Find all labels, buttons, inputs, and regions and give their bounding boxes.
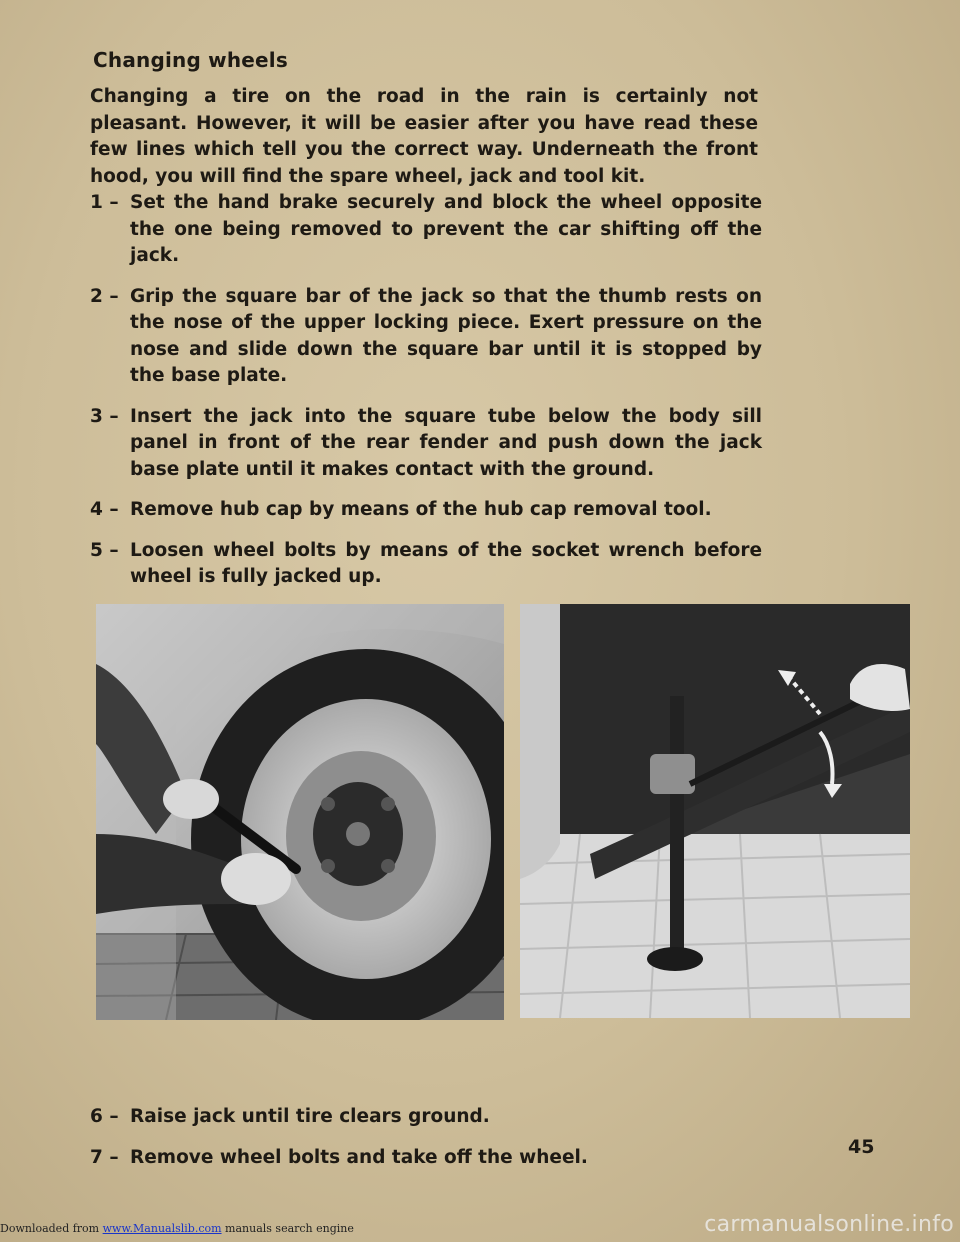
intro-paragraph: Changing a tire on the road in the rain is certainly not pleasant. However, it will be easier after you have read these few lines which tell you the correct way. Underneath the front hood, you will find the spare wheel, jack and tool kit.: [90, 86, 758, 187]
watermark: carmanualsonline.info: [704, 1212, 954, 1237]
list-item: [90, 1145, 790, 1172]
steps-list: [90, 190, 762, 605]
step-text: Remove hub cap by means of the hub cap removal tool.: [130, 499, 712, 520]
step-number: 6 –: [90, 1106, 119, 1127]
step-text: Set the hand brake securely and block the wheel opposite the one being removed to prevent the car shifting off the jack.: [130, 192, 762, 266]
list-item: [90, 497, 762, 524]
list-item: [90, 404, 762, 484]
list-item: [90, 284, 762, 390]
download-footer: [0, 1222, 354, 1235]
step-number: 7 –: [90, 1146, 119, 1168]
step-text: Remove wheel bolts and take off the wheel.: [130, 1146, 588, 1168]
list-item: [90, 538, 762, 591]
step-text: Loosen wheel bolts by means of the socket wrench before wheel is fully jacked up.: [130, 539, 762, 587]
page-number: 45: [848, 1136, 875, 1158]
step-text: Grip the square bar of the jack so that the thumb rests on the nose of the upper locking piece. Exert pressure on the nose and slide down the square bar until it is stopped by the base plate.: [130, 285, 762, 386]
footer-prefix: Downloaded from: [0, 1222, 103, 1235]
step-number: 5 –: [90, 539, 119, 561]
step-text: Insert the jack into the square tube below the body sill panel in front of the rear fender and push down the jack base plate until it makes contact with the ground.: [130, 405, 762, 480]
wheel-photo: [96, 604, 504, 1020]
list-item: [90, 1104, 790, 1131]
jack-photo: [520, 604, 910, 1018]
manualslib-link[interactable]: www.Manualslib.com: [102, 1222, 222, 1235]
wheel-illustration: [96, 604, 504, 1020]
step-number: 4 –: [90, 499, 119, 520]
step-number: 1 –: [90, 192, 119, 213]
footer-suffix: manuals search engine: [221, 1222, 354, 1235]
jack-illustration: [520, 604, 910, 1018]
section-heading: Changing wheels: [93, 48, 288, 72]
step-number: 2 –: [90, 285, 119, 307]
step-text: Raise jack until tire clears ground.: [130, 1106, 490, 1127]
step-number: 3 –: [90, 405, 119, 427]
list-item: [90, 190, 762, 270]
steps-list-continued: [90, 1104, 790, 1185]
